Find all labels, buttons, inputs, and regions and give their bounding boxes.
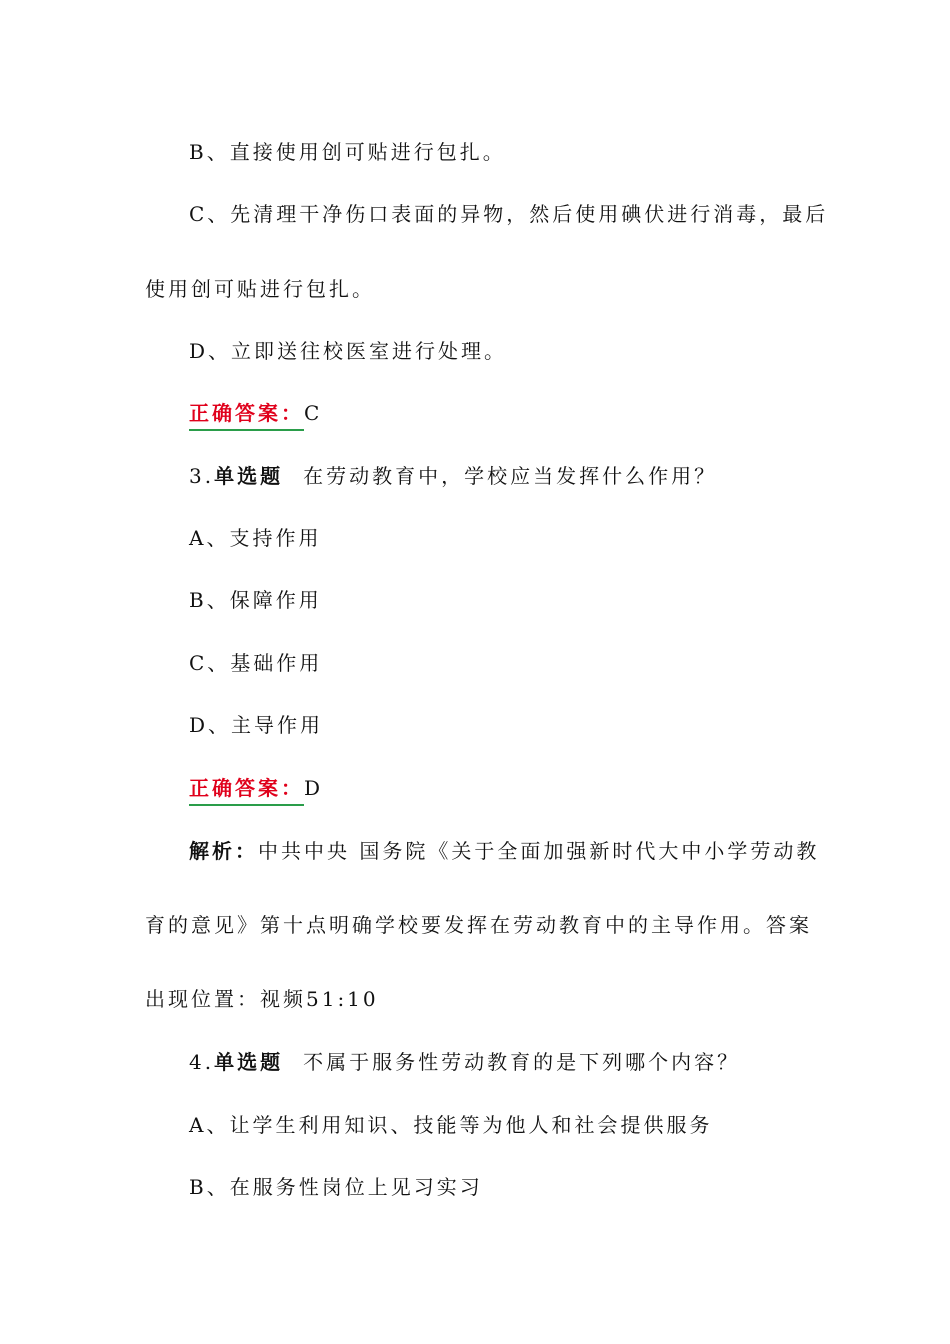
q2-answer (189, 399, 322, 427)
analysis-label: 解析： (189, 839, 258, 863)
q3-answer (189, 774, 323, 802)
q4-option-a: A、让学生利用知识、技能等为他人和社会提供服务 (189, 1113, 713, 1137)
q2-option-c-line1: C、先清理干净伤口表面的异物，然后使用碘伏进行消毒，最后 (189, 202, 829, 226)
analysis-text: 中共中央 国务院《关于全面加强新时代大中小学劳动教 (258, 839, 820, 863)
q3-option-c: C、基础作用 (189, 651, 323, 675)
q4-option-b: B、在服务性岗位上见习实习 (189, 1175, 483, 1199)
answer-label: 正确答案： (189, 776, 304, 800)
q2-option-c-line2: 使用创可贴进行包扎。 (145, 277, 375, 301)
question-number: 4. (189, 1050, 215, 1074)
q2-option-b: B、直接使用创可贴进行包扎。 (189, 140, 506, 164)
answer-value: D (304, 776, 324, 800)
question-type: 单选题 (214, 464, 284, 488)
q3-question (189, 462, 717, 490)
question-text: 在劳动教育中，学校应当发挥什么作用？ (303, 464, 718, 488)
question-type: 单选题 (214, 1050, 284, 1074)
question-text: 不属于服务性劳动教育的是下列哪个内容？ (303, 1050, 741, 1074)
answer-value: C (304, 401, 323, 425)
q3-analysis-line2: 育的意见》第十点明确学校要发挥在劳动教育中的主导作用。答案 (145, 913, 812, 937)
q3-option-d: D、主导作用 (189, 713, 324, 737)
q3-option-b: B、保障作用 (189, 588, 322, 612)
q2-option-d: D、立即送往校医室进行处理。 (189, 339, 508, 363)
question-number: 3. (189, 464, 215, 488)
q3-option-a: A、支持作用 (189, 526, 322, 550)
q3-analysis-line3: 出现位置：视频51:10 (145, 987, 379, 1011)
q3-analysis-line1 (189, 837, 819, 865)
answer-label: 正确答案： (189, 401, 304, 425)
q4-question (189, 1048, 740, 1076)
